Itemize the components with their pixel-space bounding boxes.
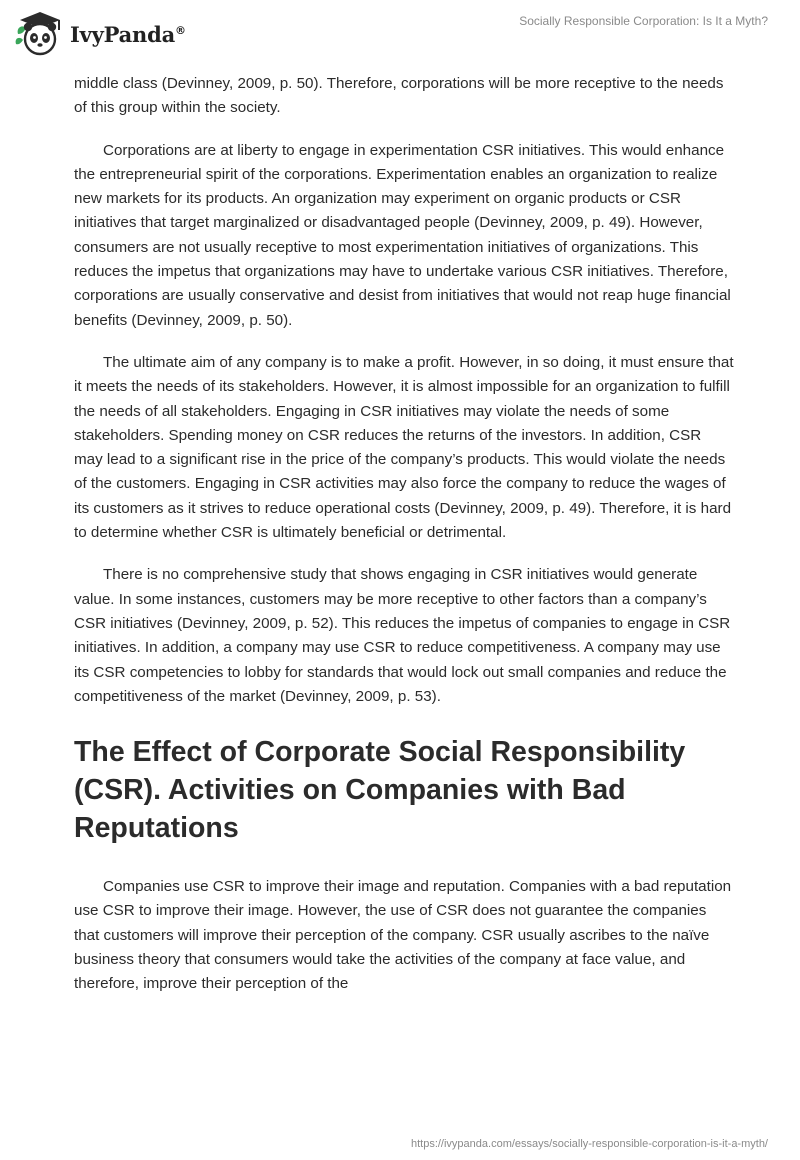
- ivypanda-logo[interactable]: [14, 8, 186, 60]
- essay-body: [74, 72, 734, 1015]
- paragraph-5: Companies use CSR to improve their image and reputation. Companies with a bad reputation use CSR to improve their image. However, the use of CSR does not guarantee the companies that customers will improve their perception of the company. CSR usually ascribes to the naïve business theory that consumers would take the activities of the company at face value, and therefore, improve their perception of the: [74, 878, 732, 993]
- page-header: [0, 0, 800, 64]
- paragraph-1: middle class (Devinney, 2009, p. 50). Therefore, corporations will be more receptive to the needs of this group within the society.: [74, 75, 724, 117]
- paragraph-3: The ultimate aim of any company is to make a profit. However, in so doing, it must ensure that it meets the needs of its stakeholders. However, it is almost impossible for an organization to fulfill the needs of all stakeholders. Engaging in CSR initiatives may violate the needs of some stakeholders. Spending money on CSR reduces the returns of the investors. In addition, CSR may lead to a significant rise in the price of the company’s products. This would violate the needs of the customers. Engaging in CSR activities may also force the company to reduce the wages of its customers as it strives to reduce operational costs (Devinney, 2009, p. 49). Therefore, it is hard to determine whether CSR is ultimately beneficial or detrimental.: [74, 353, 734, 542]
- panda-graduate-logo-icon: [14, 8, 66, 60]
- document-title: Socially Responsible Corporation: Is It a Myth?: [519, 14, 768, 28]
- section-heading: The Effect of Corporate Social Responsibility (CSR). Activities on Companies with Bad Reputations: [74, 736, 686, 845]
- paragraph-2: Corporations are at liberty to engage in experimentation CSR initiatives. This would enhance the entrepreneurial spirit of the corporations. Experimentation enables an organization to realize new markets for its products. An organization may experiment on organic products or CSR initiatives that target marginalized or disadvantaged people (Devinney, 2009, p. 49). However, consumers are not usually receptive to most experimentation initiatives of organizations. This reduces the impetus that organizations may have to undertake various CSR initiatives. Therefore, corporations are usually conservative and desist from initiatives that would not reap huge financial benefits (Devinney, 2009, p. 50).: [74, 141, 731, 329]
- source-url[interactable]: https://ivypanda.com/essays/socially-responsible-corporation-is-it-a-myth/: [410, 1138, 768, 1150]
- brand-name: IvyPanda®: [70, 21, 186, 47]
- paragraph-4: There is no comprehensive study that shows engaging in CSR initiatives would generate value. In some instances, customers may be more receptive to other factors than a company’s CSR initiatives (Devinney, 2009, p. 52). This reduces the impetus of companies to engage in CSR initiatives. In addition, a company may use CSR to reduce competitiveness. A company may use its CSR competencies to lobby for standards that would lock out small companies and reduce the competitiveness of the market (Devinney, 2009, p. 53).: [74, 566, 731, 705]
